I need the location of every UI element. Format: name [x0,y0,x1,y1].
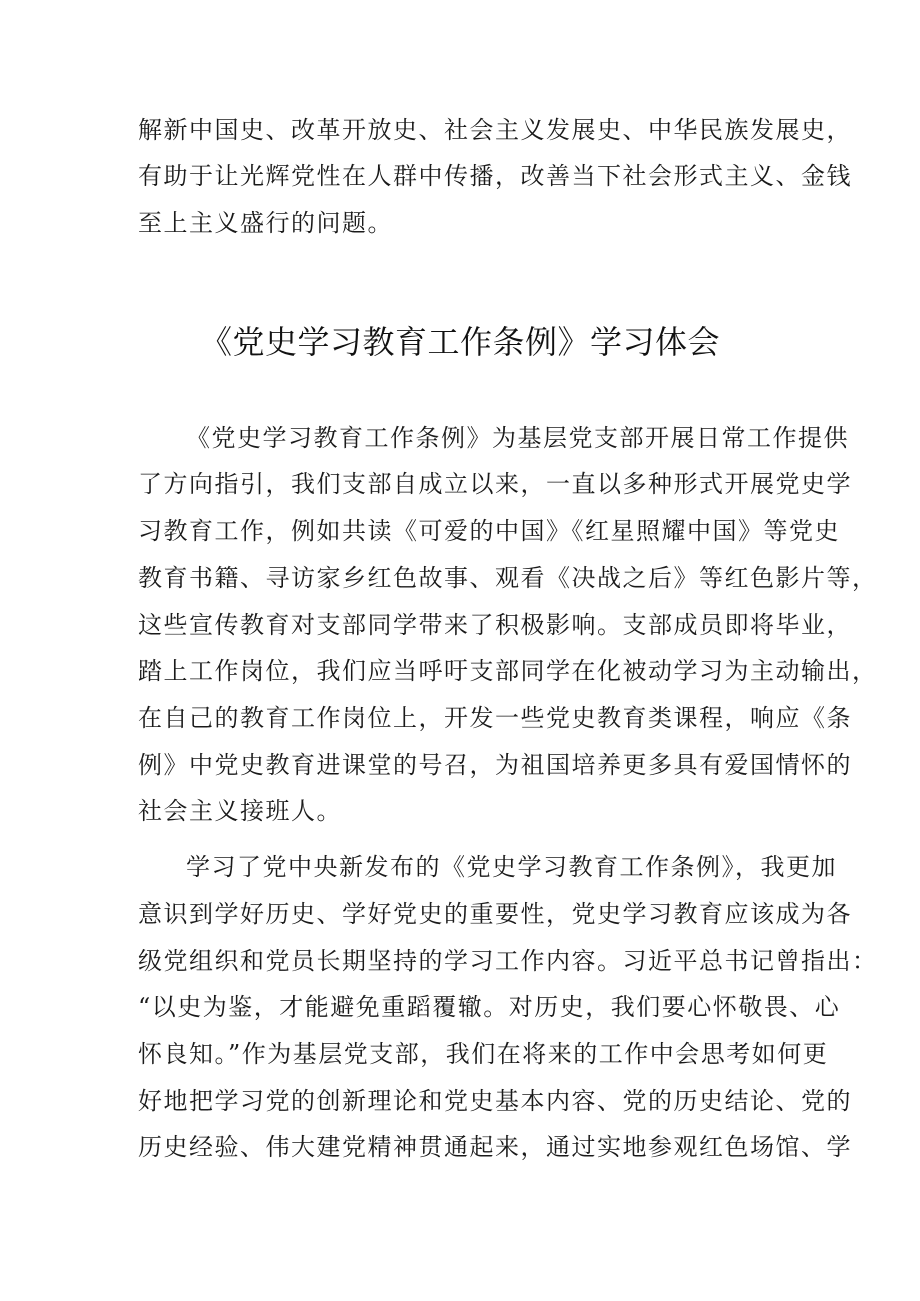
intro-line-1: 解新中国史、改革开放史、社会主义发展史、中华民族发展史， [138,116,852,144]
intro-line-2: 有助于让光辉党性在人群中传播，改善当下社会形式主义、金钱 [138,162,852,190]
paragraph2-line-7: 历史经验、伟大建党精神贯通起来，通过实地参观红色场馆、学 [138,1133,852,1161]
paragraph1-line-7: 在自己的教育工作岗位上，开发一些党史教育类课程，响应《条 [138,704,852,732]
paragraph1-line-3: 习教育工作，例如共读《可爱的中国》《红星照耀中国》等党史 [138,517,840,545]
article-title: 《党史学习教育工作条例》学习体会 [199,323,720,361]
paragraph1-line-9: 社会主义接班人。 [138,797,342,825]
paragraph2-line-6: 好地把学习党的创新理论和党史基本内容、党的历史结论、党的 [138,1087,852,1115]
paragraph2-line-2: 意识到学好历史、学好党史的重要性，党史学习教育应该成为各 [138,900,852,928]
intro-line-3: 至上主义盛行的问题。 [138,209,393,237]
paragraph1-line-6: 踏上工作岗位，我们应当呼吁支部同学在化被动学习为主动输出， [138,657,878,685]
paragraph1-line-2: 了方向指引，我们支部自成立以来，一直以多种形式开展党史学 [138,470,852,498]
paragraph1-line-1: 《党史学习教育工作条例》为基层党支部开展日常工作提供 [186,424,849,452]
paragraph2-line-3: 级党组织和党员长期坚持的学习工作内容。习近平总书记曾指出： [138,947,878,975]
paragraph1-line-4: 教育书籍、寻访家乡红色故事、观看《决战之后》等红色影片等， [138,564,878,592]
paragraph2-line-4: “以史为鉴，才能避免重蹈覆辙。对历史，我们要心怀敬畏、心 [138,993,841,1021]
paragraph1-line-5: 这些宣传教育对支部同学带来了积极影响。支部成员即将毕业， [138,611,852,639]
paragraph1-line-8: 例》中党史教育进课堂的号召，为祖国培养更多具有爱国情怀的 [138,751,852,779]
paragraph2-line-5: 怀良知。”作为基层党支部，我们在将来的工作中会思考如何更 [138,1040,829,1068]
paragraph2-line-1: 学习了党中央新发布的《党史学习教育工作条例》，我更加 [186,853,837,881]
